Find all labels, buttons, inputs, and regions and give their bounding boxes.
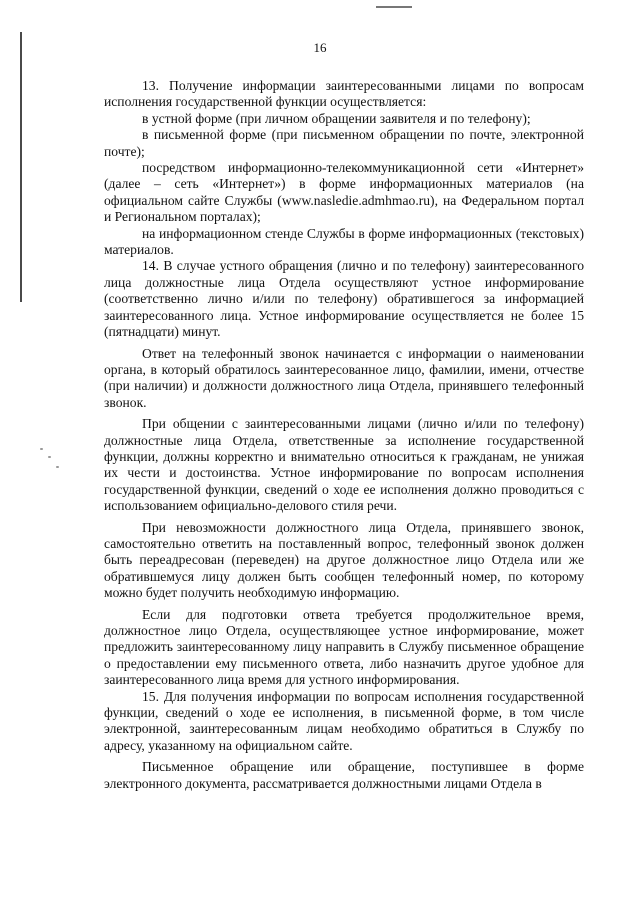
- list-item-written: в письменной форме (при письменном обращении по почте, электронной почте);: [104, 127, 584, 159]
- scan-artifact-speck: [48, 456, 51, 458]
- page-number: 16: [313, 40, 327, 55]
- list-item-internet: посредством информационно-телекоммуникационной сети «Интернет» (далее – сеть «Интернет») в форме информационных материалов (на официальном сайте Службы (www.nasledie.admhmao.ru), на Федеральном портал и Региональном порталах);: [104, 160, 584, 225]
- list-item-stand: на информационном стенде Службы в форме информационных (текстовых) материалов.: [104, 225, 584, 258]
- scan-artifact-speck: [40, 448, 43, 450]
- paragraph-phone-answer: Ответ на телефонный звонок начинается с информации о наименовании органа, в который обратилось заинтересованное лицо, фамилии, имени, отчестве (при наличии) и должности должностного лица Отдела, принявшего телефонный звонок.: [104, 345, 584, 410]
- paragraph-written-request: Письменное обращение или обращение, поступившее в форме электронного документа, рассматривается должностными лицами Отдела в: [104, 759, 584, 791]
- scan-artifact-mark: [376, 6, 412, 8]
- paragraph-15: 15. Для получения информации по вопросам исполнения государственной функции, сведений о ходе ее исполнения, в письменной форме, в том числе электронной, заинтересованным лицам необходимо обратиться в Службу по адресу, указанному на официальном сайте.: [104, 688, 584, 753]
- paragraph-13: 13. Получение информации заинтересованными лицами по вопросам исполнения государственной функции осуществляется:: [104, 78, 584, 110]
- paragraph-14: 14. В случае устного обращения (лично и по телефону) заинтересованного лица должностные лица Отдела осуществляют устное информирование (соответственно лично и/или по телефону) обратившегося за информацией заинтересованного лица. Устное информирование осуществляется не более 15 (пятнадцати) минут.: [104, 258, 584, 340]
- scan-artifact-line: [20, 32, 22, 302]
- list-item-oral: в устной форме (при личном обращении заявителя и по телефону);: [142, 110, 531, 126]
- scan-artifact-speck: [56, 466, 59, 468]
- paragraph-communication: При общении с заинтересованными лицами (лично и/или по телефону) должностные лица Отдела, ответственные за исполнение государственной функции, должны корректно и внимательно относиться к гражданам, не унижая их чести и достоинства. Устное информирование по вопросам исполнения государственной функции, сведений о ходе ее исполнения должно проводиться с использованием официально-делового стиля речи.: [104, 416, 584, 514]
- document-body: [104, 78, 584, 792]
- paragraph-long-answer: Если для подготовки ответа требуется продолжительное время, должностное лицо Отдела, осуществляющее устное информирование, может предложить заинтересованному лицу направить в Службу письменное обращение о предоставлении ему письменного ответа, либо назначить другое удобное для заинтересованного лица время для устного информирования.: [104, 606, 584, 688]
- paragraph-redirect: При невозможности должностного лица Отдела, принявшего звонок, самостоятельно ответить на поставленный вопрос, телефонный звонок должен быть переадресован (переведен) на другое должностное лицо Отдела или же обратившемуся лицу должен быть сообщен телефонный номер, по которому можно будет получить необходимую информацию.: [104, 519, 584, 601]
